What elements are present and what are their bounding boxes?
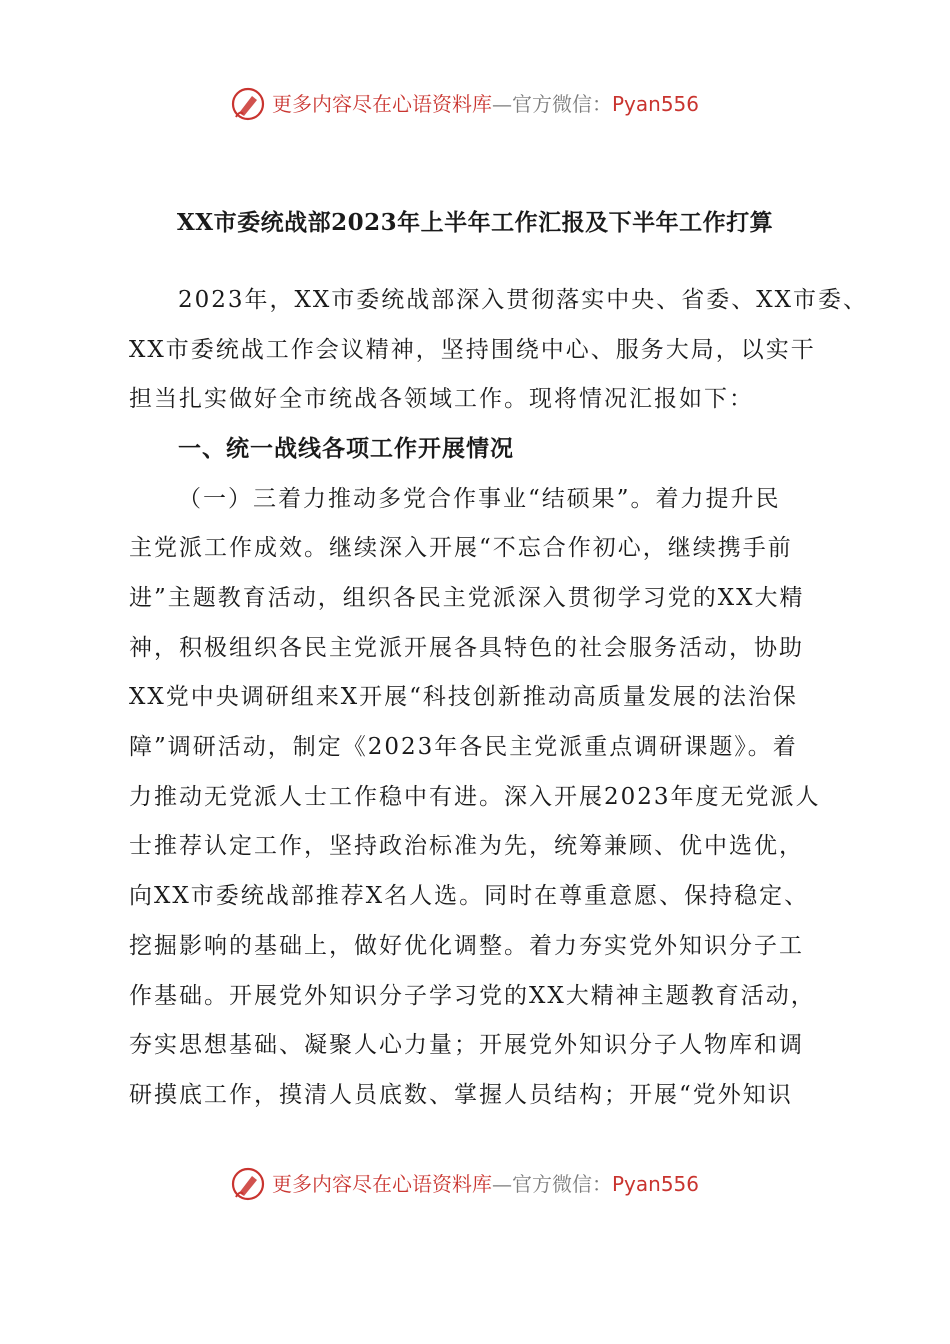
watermark-wechat-id: Pyan556 — [612, 1172, 700, 1196]
watermark-banner-bottom — [0, 1164, 950, 1204]
body-line: 向XX市委统战部推荐X名人选。同时在尊重意愿、保持稳定、 — [129, 883, 810, 909]
watermark-wechat-id: Pyan556 — [612, 92, 700, 116]
body-line: XX党中央调研组来X开展“科技创新推动高质量发展的法治保 — [129, 684, 798, 710]
body-line: 挖掘影响的基础上，做好优化调整。着力夯实党外知识分子工 — [129, 933, 804, 959]
body-line: 力推动无党派人士工作稳中有进。深入开展2023年度无党派人 — [129, 784, 821, 810]
section-heading: 一、统一战线各项工作开展情况 — [178, 435, 514, 462]
body-line: 2023年，XX市委统战部深入贯彻落实中央、省委、XX市委、 — [178, 287, 869, 313]
body-line: 进”主题教育活动，组织各民主党派深入贯彻学习党的XX大精 — [129, 585, 805, 611]
body-line: 担当扎实做好全市统战各领域工作。现将情况汇报如下： — [129, 386, 754, 412]
watermark-text — [272, 1170, 699, 1198]
watermark-banner-top — [0, 84, 950, 124]
body-line: XX市委统战工作会议精神，坚持围绕中心、服务大局，以实干 — [129, 337, 816, 363]
watermark-gray-text: 官方微信： — [512, 1172, 612, 1196]
pen-logo-icon — [230, 1166, 266, 1202]
watermark-red-text: 更多内容尽在心语资料库 — [272, 1172, 492, 1196]
body-line: 夯实思想基础、凝聚人心力量；开展党外知识分子人物库和调 — [129, 1032, 804, 1058]
body-line: （一）三着力推动多党合作事业“结硕果”。着力提升民 — [178, 486, 781, 512]
watermark-red-text: 更多内容尽在心语资料库 — [272, 92, 492, 116]
body-line: 障”调研活动，制定《2023年各民主党派重点调研课题》。着 — [129, 734, 798, 760]
document-title: XX市委统战部2023年上半年工作汇报及下半年工作打算 — [176, 209, 774, 236]
body-line: 研摸底工作，摸清人员底数、掌握人员结构；开展“党外知识 — [129, 1082, 793, 1108]
body-line: 主党派工作成效。继续深入开展“不忘合作初心，继续携手前 — [129, 535, 793, 561]
body-line: 作基础。开展党外知识分子学习党的XX大精神主题教育活动， — [129, 983, 816, 1009]
watermark-gray-text: 官方微信： — [512, 92, 612, 116]
body-line: 神，积极组织各民主党派开展各具特色的社会服务活动，协助 — [129, 635, 804, 661]
watermark-dash: — — [492, 92, 512, 116]
body-line: 士推荐认定工作，坚持政治标准为先，统筹兼顾、优中选优， — [129, 833, 804, 859]
watermark-dash: — — [492, 1172, 512, 1196]
pen-logo-icon — [230, 86, 266, 122]
watermark-text — [272, 90, 699, 118]
